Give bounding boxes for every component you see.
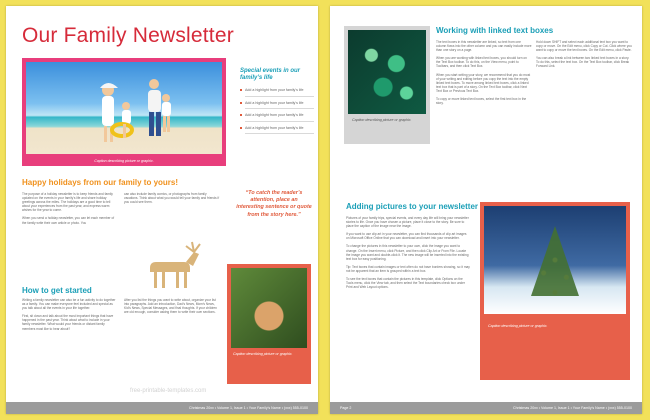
get-started-column-1 <box>22 298 118 335</box>
special-event-item: Add a highlight from your family’s life <box>240 101 314 106</box>
paragraph: To copy or move linked text boxes, select the first text box in the story. <box>436 97 527 106</box>
tree-caption: Caption describing picture or graphic. <box>488 324 548 328</box>
special-events-list <box>234 88 314 130</box>
paragraph: Pictures of your family trips, special events, and every day life will bring your newsletter stories to life. Once you have chosen a picture, place it close to the story. Be sure to place the caption of the image near the image. <box>346 216 469 229</box>
puppy-photo-frame <box>227 264 311 384</box>
paragraph: You can also break a link between two linked text boxes in a story. To do this, select the text box. On the Text Box toolbar, click Break Forward Link. <box>536 56 630 69</box>
leaves-photo-frame <box>344 26 430 144</box>
linked-text-column-2 <box>536 40 632 73</box>
special-event-item: Add a highlight from your family’s life <box>240 126 314 131</box>
leaves-caption: Caption describing picture or graphic. <box>352 118 412 122</box>
pictures-column <box>346 216 470 293</box>
puppy-caption: Caption describing picture or graphic. <box>233 352 293 356</box>
paragraph: Tip: Text boxes that contain images or text often do not have borders showing, so it may not be apparent that an item is grouped within a text box. <box>346 264 470 273</box>
footer-issue-info: Christmas 20xx • Volume 1, Issue 1 • Your Family’s Name • (xxx) 555-0100 <box>513 406 632 410</box>
section-heading-pictures: Adding pictures to your newsletter <box>346 202 479 211</box>
paragraph: When you send a holiday newsletter, you can let each member of the family write their own article or photo. You <box>22 216 115 225</box>
paragraph: The purpose of a holiday newsletter is to keep friends and family updated on the events in your family’s life and share holiday greetings across the miles. The holidays are a good time to tell about your experiences from the past year, and express warm wishes for the year to come. <box>22 192 113 213</box>
watermark: free-printable-templates.com <box>130 388 207 394</box>
paragraph: To change the pictures in this newsletter to your own, click the image you want to change. On the Insert menu, click Picture, and then click Clip Art or From File. Locate the image you want and double-click it. The new image will be inserted into the existing text box for easy positioning. <box>346 244 469 261</box>
paragraph: First, sit down and talk about the most important things that have happened in the past year. Think about what to include in your family newsletter. What would your friends or distant family members most like to hear about? <box>22 314 114 331</box>
section-heading-holidays: Happy holidays from our family to yours! <box>22 178 179 187</box>
holidays-column-1 <box>22 192 118 229</box>
linked-text-column-1 <box>436 40 532 109</box>
hero-photo-frame <box>22 58 226 166</box>
puppy-photo <box>231 268 307 348</box>
leaves-photo <box>348 30 426 114</box>
paragraph: Hold down SHIFT and select each additional text box you want to copy or move. On the Edit menu, click Copy or Cut. Click where you want to copy or move the text boxes. On the Edit menu, click Paste. <box>536 40 632 53</box>
beach-family-photo <box>26 62 222 154</box>
left-footer <box>6 402 318 414</box>
reindeer-icon <box>136 234 208 292</box>
section-heading-linked-text: Working with linked text boxes <box>436 26 554 35</box>
hero-caption: Caption describing picture or graphic. <box>94 159 154 163</box>
christmas-tree-photo <box>484 206 626 314</box>
newsletter-title: Our Family Newsletter <box>22 24 234 47</box>
special-event-item: Add a highlight from your family’s life <box>240 88 314 93</box>
right-footer <box>330 402 642 414</box>
footer-page: Page 2 <box>340 406 352 410</box>
paragraph: When you are working with linked text boxes, you should turn on the Text Box toolbar. To do this, on the View menu, point to Toolbars, and then click Text Box. <box>436 56 527 69</box>
special-events-heading: Special events in our family’s life <box>240 68 301 81</box>
pull-quote: “To catch the reader’s attention, place an interesting sentence or quote from the story here.” <box>236 190 312 218</box>
paragraph: Writing a family newsletter can also be a fun activity to do together as a family. You can make everyone feel included and special as you talk about all the events in your life together. <box>22 298 116 311</box>
left-page <box>6 6 318 414</box>
footer-issue-info: Christmas 20xx • Volume 1, Issue 1 • Your Family’s Name • (xxx) 555-0100 <box>189 406 308 410</box>
paragraph: The text boxes in this newsletter are linked, so text from one column flows into the other column and you can easily include more than one story on a page. <box>436 40 532 53</box>
special-event-item: Add a highlight from your family’s life <box>240 113 314 118</box>
paragraph: If you want to use clip art in your newsletter, you can find thousands of clip art images on Microsoft Office Online that you can download and insert into your newsletter. <box>346 232 467 241</box>
holidays-column-2 <box>124 192 220 208</box>
paragraph: can also include family comics, or photographs from family vacations. Think about what you would tell your family and friends if you could see them. <box>124 192 220 205</box>
special-events-sidebar <box>234 58 314 166</box>
section-heading-get-started: How to get started <box>22 286 92 295</box>
paragraph: After you list the things you want to write about, organize your list into paragraphs. Add an introduction, Dad’s News, Mom’s News, Kid’s News, Special Messages, and final thoughts. If your children are old enough, consider asking them to write their own sections. <box>124 298 217 315</box>
get-started-column-2 <box>124 298 220 318</box>
paragraph: To see the text boxes that contain the pictures in this template, click Options on the Tools menu, click the View tab, and then select the Text boundaries check box under Print and Web Layout options. <box>346 277 465 290</box>
tree-photo-frame <box>480 202 630 380</box>
paragraph: When you start writing your story, we recommend that you do most of your writing and editing before you copy the text into the empty linked text boxes. To move among linked text boxes, click a linked text box that is part of a story. On the Text Box toolbar, click Next Text Box or Previous Text Box. <box>436 72 531 93</box>
right-page <box>330 6 642 414</box>
